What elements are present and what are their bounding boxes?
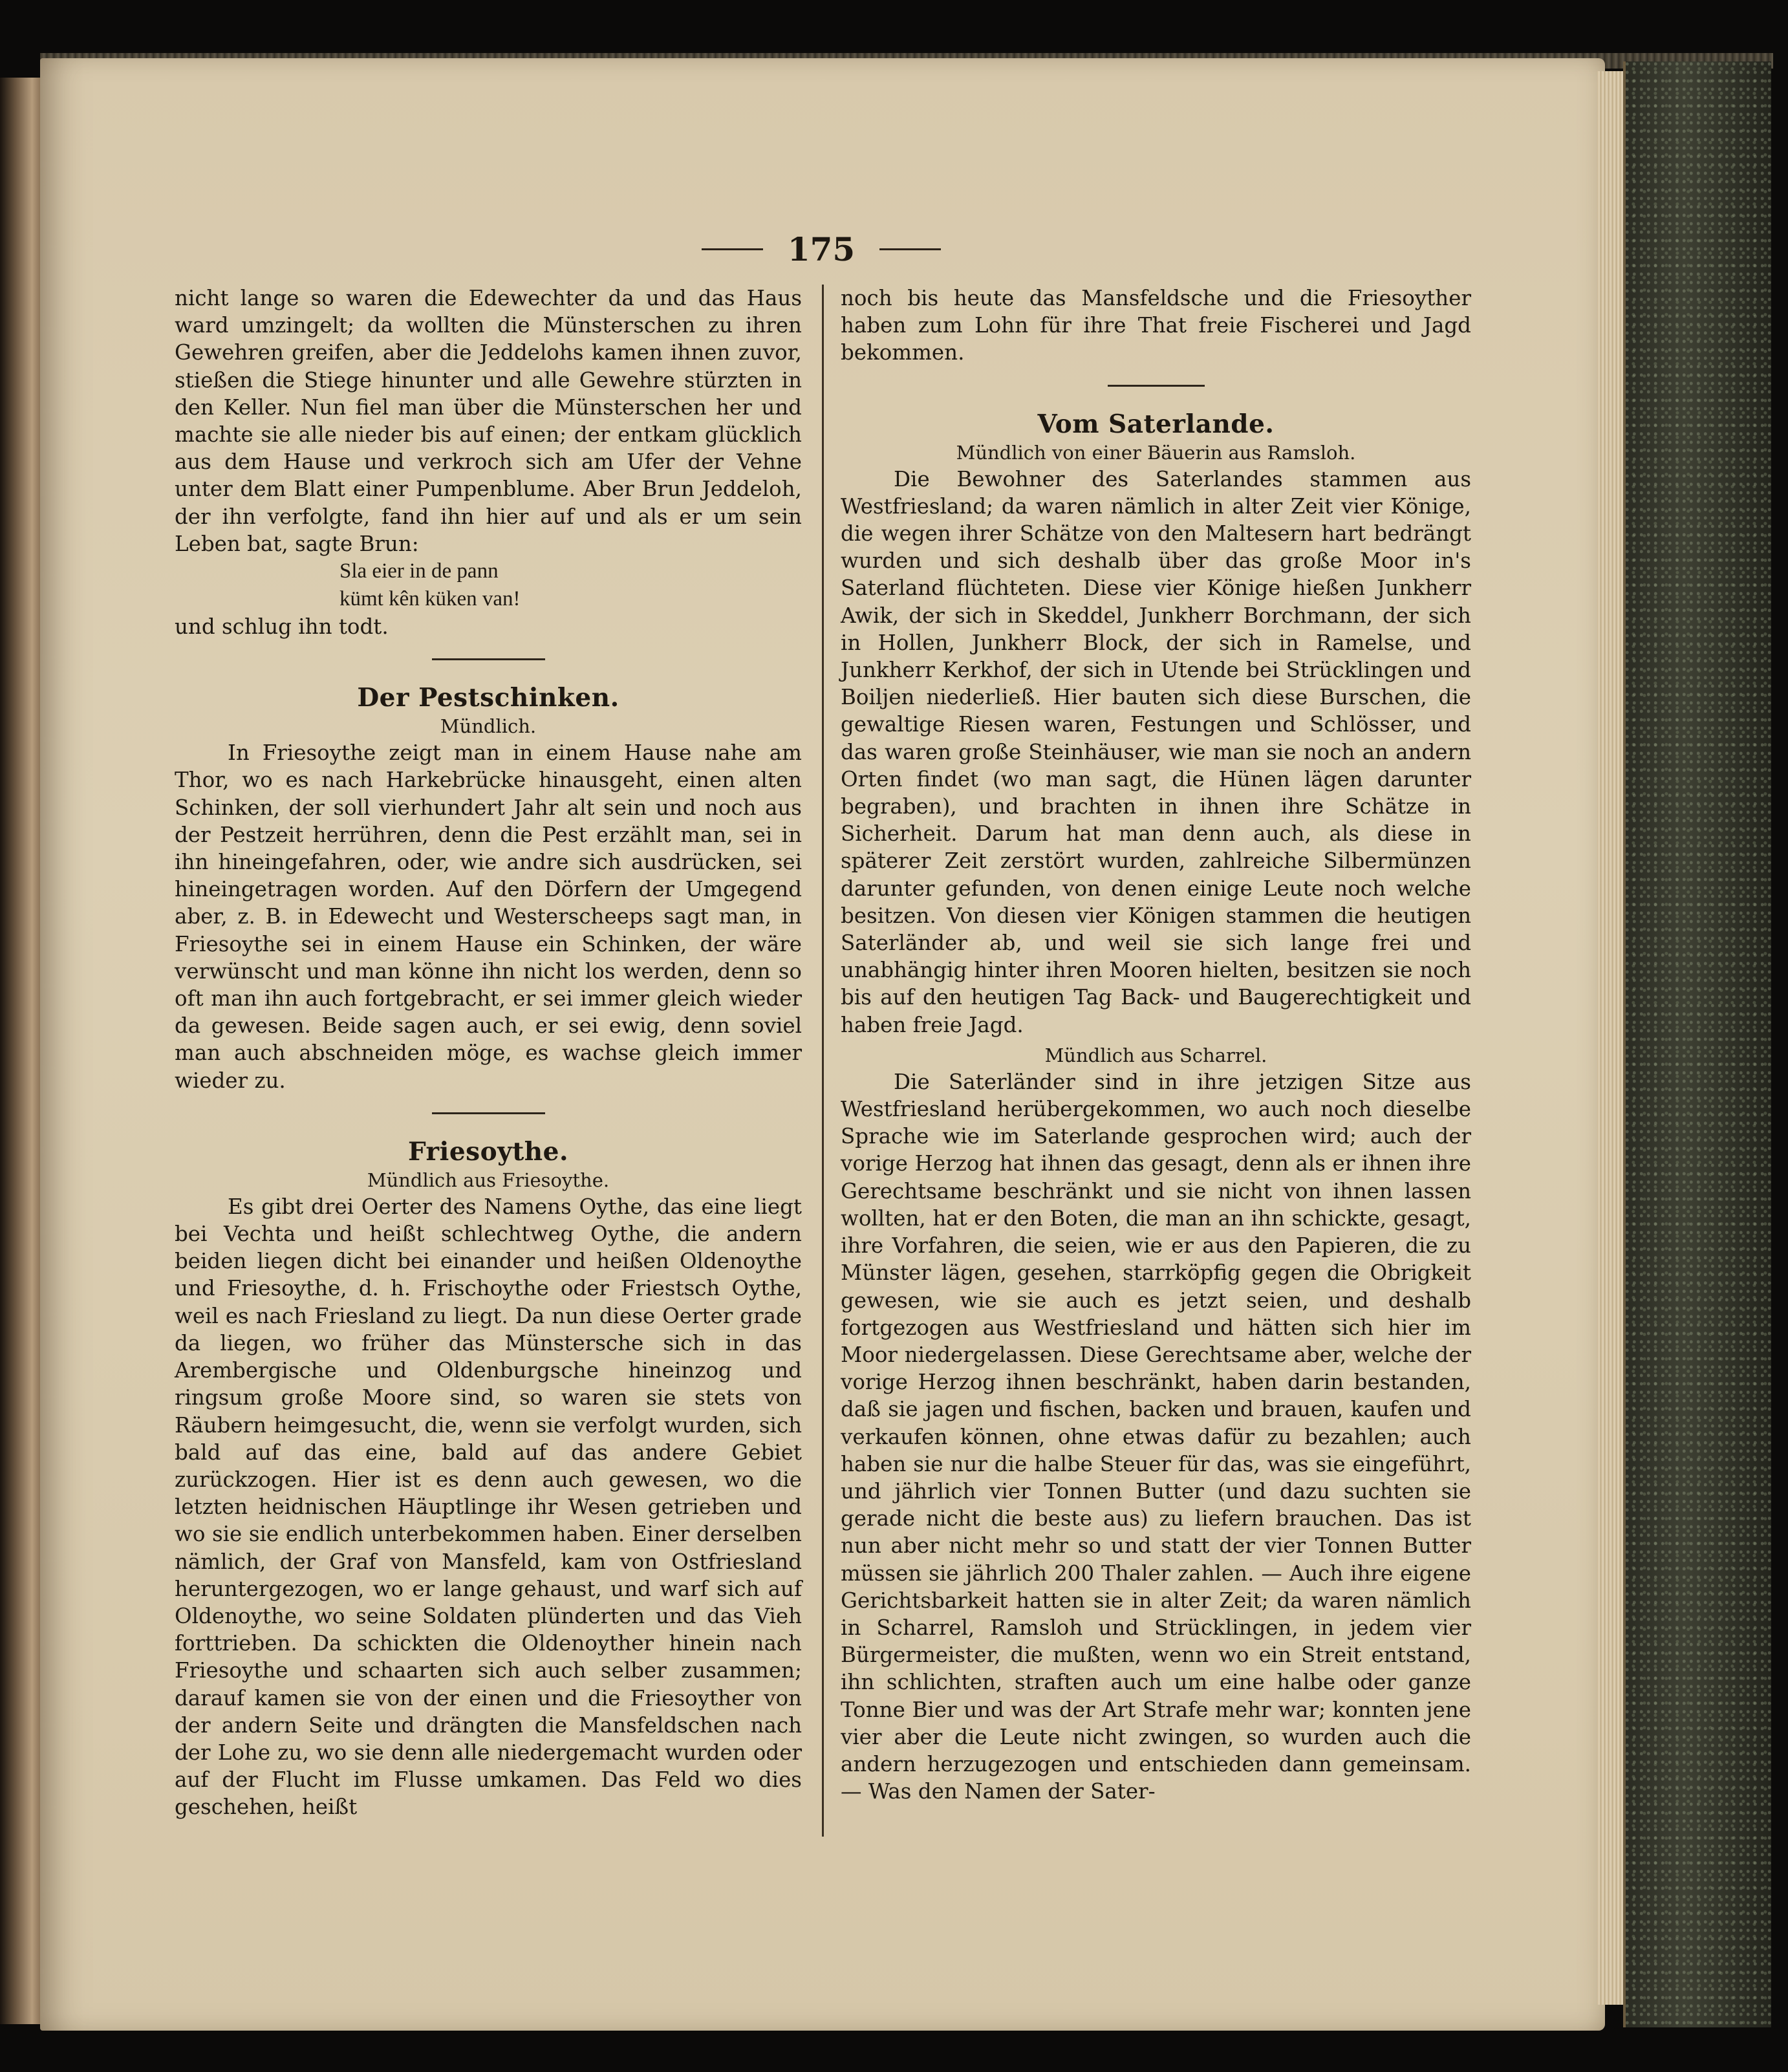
section-text: Die Saterländer sind in ihre jetzigen Sitze aus Westfriesland herübergekommen, wo auch noch dieselbe Sprache wie im Saterlande gesprochen wird; auch der vorige Herzog hat ihnen das gesagt, denn als er ihnen ihre Gerechtsame beschränkt und sie nicht von ihnen lassen wollten, hat er den Boten, die man an ihn schickte, gesagt, ihre Vorfahren, die seien, wie er aus den Papieren, die zu Münster lägen, gesehen, starrköpfig gegen die Obrigkeit gewesen, wie sie auch es jetzt seien, und deshalb fortgezogen aus Westfriesland und hätten sich hier im Moor niedergelassen. Diese Gerechtsame aber, welche der vorige Herzog ihnen beschränkt, haben darin bestanden, daß sie jagen und fischen, backen und brauen, kaufen und verkaufen können, ohne etwas dafür zu bezahlen; auch haben sie nur die halbe Steuer für das, was sie eingeführt, und jährlich vier Tonnen Butter (und dazu suchten sie gerade nicht die beste aus) zu liefern brauchen. Das ist nun aber nicht mehr so und statt der vier Tonnen Butter müssen sie jährlich 200 Thaler zahlen. — Auch ihre eigene Gerichtsbarkeit hatten sie in alter Zeit; da waren nämlich in Scharrel, Ramsloh und Strücklingen, in jedem vier Bürgermeister, die mußten, wenn wo ein Streit entstand, ihn schlichten, straften auch um eine halbe oder ganze Tonne Bier und was der Art Strafe mehr war; konnten jene vier aber die Leute nicht zwingen, so wurden auch die andern herzugezogen und entschieden dann gemeinsam. — Was den Namen der Sater-: [841, 1069, 1471, 1804]
verse-line: kümt kên küken van!: [339, 587, 521, 611]
header-rule-left: [702, 248, 763, 250]
section-subtitle: Mündlich.: [440, 715, 537, 738]
right-column: [841, 285, 1471, 1805]
header-rule-right: [879, 248, 941, 250]
left-column: [175, 285, 802, 1821]
book-spine-shadow: [0, 78, 40, 2024]
paragraph-end: und schlug ihn todt.: [175, 614, 389, 640]
section-separator: [432, 658, 545, 660]
column-divider: [822, 285, 824, 1837]
section-subtitle: Mündlich von einer Bäuerin aus Ramsloh.: [956, 441, 1356, 464]
section-subtitle: Mündlich aus Friesoythe.: [367, 1169, 610, 1191]
page-header: [685, 226, 957, 272]
section-subtitle: Mündlich aus Scharrel.: [1044, 1044, 1267, 1066]
paragraph-continued: noch bis heute das Mansfeldsche und die Friesoyther haben zum Lohn für ihre That freie Fischerei und Jagd bekommen.: [841, 286, 1471, 365]
section-text: Die Bewohner des Saterlandes stammen aus Westfriesland; da waren nämlich in alter Zeit vier Könige, die wegen ihrer Schätze von den Maltesern hart bedrängt wurden und sich deshalb über das große Moor in's Saterland flüchteten. Diese vier Könige hießen Junkherr Awik, der sich in Skeddel, Junkherr Borchmann, der sich in Hollen, Junkherr Block, der sich in Ramelse, und Junkherr Kerkhof, der sich in Utende bei Strücklingen und Boiljen niederließ. Hier bauten sich diese Burschen, die gewaltige Riesen waren, Festungen und Schlösser, und das waren große Steinhäuser, wie man sie noch an andern Orten findet (wo man sagt, die Hünen lägen darunter begraben), und brachten in ihnen ihre Schätze in Sicherheit. Darum hat man denn auch, als diese in späterer Zeit zerstört wurden, zahlreiche Silbermünzen darunter gefunden, von denen einige Leute noch welche besitzen. Von diesen vier Königen stammen die heutigen Saterländer ab, und weil sie sich lange frei und unabhängig hinter ihren Mooren hielten, besitzen sie noch bis auf den heutigen Tag Back- und Baugerechtigkeit und haben freie Jagd.: [841, 466, 1471, 1037]
section-text: Es gibt drei Oerter des Namens Oythe, das eine liegt bei Vechta und heißt schlechtweg Oythe, die andern beiden liegen dicht bei einander und heißen Oldenoythe und Friesoythe, d. h. Frischoythe oder Friestsch Oythe, weil es nach Friesland zu liegt. Da nun diese Oerter grade da liegen, wo früher das Münstersche sich in das Arembergische und Oldenburgsche hineinzog und ringsum große Moore sind, so waren sie stets von Räubern heimgesucht, die, wenn sie verfolgt wurden, sich bald auf das eine, bald auf das andere Gebiet zurückzogen. Hier ist es denn auch gewesen, wo die letzten heidnischen Häuptlinge ihr Wesen getrieben und wo sie sie endlich unterbekommen haben. Einer derselben nämlich, der Graf von Mansfeld, kam von Ostfriesland heruntergezogen, wo er lange gehaust, und warf sich auf Oldenoythe, wo seine Soldaten plünderten und das Vieh forttrieben. Da schickten die Oldenoyther hinein nach Friesoythe und schaarten sich auch selber zusammen; darauf kamen sie von der einen und die Friesoyther von der andern Seite und drängten die Mansfeldschen nach der Lohe zu, wo sie denn alle niedergemacht wurden oder auf der Flucht im Flusse umkamen. Das Feld wo dies geschehen, heißt: [175, 1194, 802, 1820]
paragraph-continued: nicht lange so waren die Edewechter da und das Haus ward umzingelt; da wollten die Münsterschen zu ihren Gewehren greifen, aber die Jeddelohs kamen ihnen zuvor, stießen die Stiege hinunter und alle Gewehre stürzten in den Keller. Nun fiel man über die Münsterschen her und machte sie alle nieder bis auf einen; der entkam glücklich aus dem Hause und verkroch sich am Ufer der Vehne unter dem Blatt einer Pumpenblume. Aber Brun Jeddeloh, der ihn verfolgte, fand ihn hier auf und als er um sein Leben bat, sagte Brun:: [175, 286, 802, 556]
section-separator: [1108, 385, 1205, 387]
section-text: In Friesoythe zeigt man in einem Hause nahe am Thor, wo es nach Harkebrücke hinausgeht, einen alten Schinken, der soll vierhundert Jahr alt sein und noch aus der Pestzeit herrühren, denn die Pest erzählt man, sei in ihn hineingefahren, oder, wie andre sich ausdrücken, sei hineingetragen worden. Auf den Dörfern der Umgegend aber, z. B. in Edewecht und Westerscheeps sagt man, in Friesoythe sei in einem Hause ein Schinken, der wäre verwünscht und man könne ihn nicht los werden, denn so oft man ihn auch fortgebracht, er sei immer gleich wieder da gewesen. Beide sagen auch, er sei ewig, denn soviel man auch abschneiden möge, es wachse gleich immer wieder zu.: [175, 740, 802, 1093]
section-title: Friesoythe.: [407, 1136, 569, 1167]
section-title: Der Pestschinken.: [357, 683, 619, 713]
verse-quote: [175, 557, 802, 613]
verse-line: Sla eier in de pann: [339, 559, 499, 583]
page-fore-edge: [1597, 71, 1626, 2005]
section-title: Vom Saterlande.: [1037, 409, 1275, 439]
marbled-cover-board: [1623, 61, 1771, 2027]
page-number: 175: [787, 230, 856, 268]
section-separator: [432, 1112, 545, 1114]
